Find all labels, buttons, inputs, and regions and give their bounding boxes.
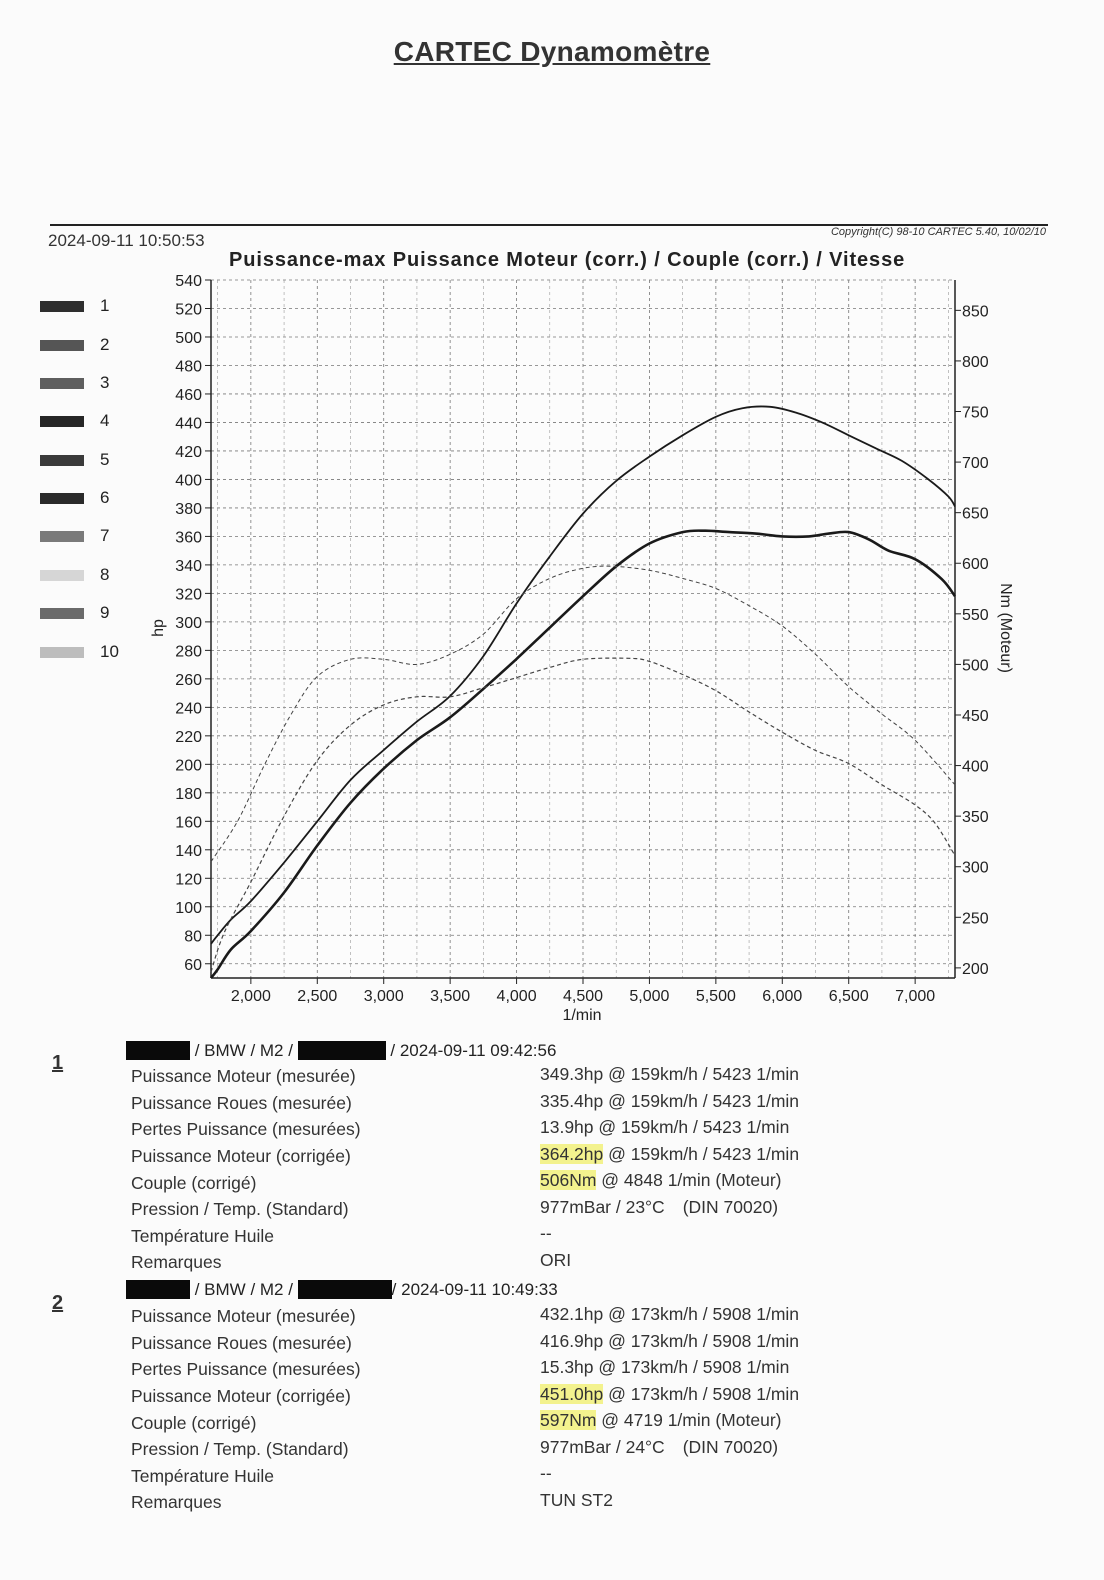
y-tick-label-left: 520: [175, 301, 202, 319]
y-tick-label-left: 60: [184, 956, 202, 974]
legend-label: 6: [100, 488, 110, 507]
redacted-block: [298, 1041, 386, 1060]
x-axis-label: 1/min: [562, 1007, 602, 1024]
x-tick-label: 4,000: [496, 988, 537, 1005]
row-value: [540, 1410, 781, 1431]
value-detail: @ 173km/h / 5908 1/min: [603, 1384, 800, 1404]
y-tick-label-left: 120: [175, 871, 202, 889]
y-tick-label-left: 180: [175, 785, 202, 803]
redacted-block: [126, 1041, 190, 1060]
y-tick-label-left: 260: [175, 671, 202, 689]
row-label: Puissance Moteur (corrigée): [131, 1386, 351, 1406]
row-label: Couple (corrigé): [131, 1173, 257, 1193]
row-label: Puissance Roues (mesurée): [131, 1333, 352, 1353]
row-label: Puissance Moteur (mesurée): [131, 1066, 356, 1086]
row-value: [540, 1144, 799, 1165]
pressure-temp: 977mBar / 23°C: [540, 1197, 665, 1217]
x-tick-label: 3,500: [430, 988, 471, 1005]
copyright-notice: Copyright(C) 98-10 CARTEC 5.40, 10/02/10: [830, 226, 1046, 238]
y-tick-label-left: 420: [175, 443, 202, 461]
redacted-block: [126, 1280, 190, 1299]
document-title: CARTEC Dynamomètre: [393, 36, 711, 67]
y-tick-label-right: 600: [962, 556, 989, 574]
row-label: Température Huile: [131, 1226, 274, 1246]
pressure-temp: 977mBar / 24°C: [540, 1437, 665, 1457]
y-tick-label-left: 100: [175, 899, 202, 917]
row-value: [540, 1437, 778, 1458]
y-axis-label-left: hp: [150, 619, 167, 637]
y-tick-label-right: 300: [962, 859, 989, 877]
run-header: [126, 1280, 558, 1302]
chart-title: Puissance-max Puissance Moteur (corr.) / Couple (corr.) / Vitesse: [229, 249, 906, 271]
highlighted-value: 364.2hp: [540, 1144, 604, 1164]
y-tick-label-left: 440: [175, 415, 202, 433]
row-value: [540, 1197, 778, 1218]
run-header: [126, 1041, 556, 1063]
row-value: TUN ST2: [540, 1490, 613, 1510]
highlighted-value: 506Nm: [540, 1170, 597, 1190]
y-tick-label-left: 80: [184, 928, 202, 946]
y-tick-label-left: 280: [175, 643, 202, 661]
y-tick-label-left: 400: [175, 472, 202, 490]
row-label: Puissance Moteur (corrigée): [131, 1146, 351, 1166]
run-number: 2: [52, 1292, 64, 1314]
run-date: / 2024-09-11 09:42:56: [385, 1041, 557, 1060]
legend-label: 2: [100, 335, 110, 354]
y-tick-label-left: 300: [175, 614, 202, 632]
row-value: --: [540, 1463, 552, 1483]
y-tick-label-left: 320: [175, 586, 202, 604]
x-tick-label: 6,500: [828, 988, 869, 1005]
row-label: Pertes Puissance (mesurées): [131, 1119, 361, 1139]
legend-label: 1: [100, 296, 110, 315]
row-value: --: [540, 1223, 552, 1243]
y-tick-label-left: 160: [175, 814, 202, 832]
y-tick-label-right: 500: [962, 657, 989, 675]
y-tick-label-left: 540: [175, 273, 202, 290]
x-tick-label: 2,000: [230, 988, 271, 1005]
row-value: [540, 1384, 799, 1405]
y-tick-label-left: 380: [175, 500, 202, 518]
row-value: 349.3hp @ 159km/h / 5423 1/min: [540, 1064, 800, 1084]
row-label: Pression / Temp. (Standard): [131, 1199, 349, 1219]
highlighted-value: 451.0hp: [540, 1384, 604, 1404]
x-tick-label: 5,000: [629, 988, 670, 1005]
y-tick-label-right: 400: [962, 758, 989, 776]
standard-label: (DIN 70020): [682, 1437, 779, 1457]
y-tick-label-right: 750: [962, 404, 989, 422]
y-tick-label-right: 800: [962, 353, 989, 371]
y-tick-label-right: 450: [962, 707, 989, 725]
value-detail: @ 4848 1/min (Moteur): [596, 1170, 782, 1190]
row-value: 15.3hp @ 173km/h / 5908 1/min: [540, 1357, 790, 1377]
x-tick-label: 2,500: [297, 988, 338, 1005]
y-tick-label-right: 550: [962, 606, 989, 624]
row-value: [540, 1170, 781, 1191]
legend-label: 10: [100, 642, 119, 661]
printout-timestamp: 2024-09-11 10:50:53: [48, 231, 205, 250]
row-label: Remarques: [131, 1492, 222, 1512]
y-tick-label-left: 500: [175, 329, 202, 347]
row-label: Remarques: [131, 1252, 222, 1272]
y-tick-label-left: 200: [175, 757, 202, 775]
row-label: Couple (corrigé): [131, 1413, 257, 1433]
row-value: 335.4hp @ 159km/h / 5423 1/min: [540, 1091, 800, 1111]
legend-label: 8: [100, 565, 110, 584]
run-number: 1: [52, 1052, 64, 1074]
highlighted-value: 597Nm: [540, 1410, 597, 1430]
y-tick-label-right: 250: [962, 910, 989, 928]
row-label: Pression / Temp. (Standard): [131, 1439, 349, 1459]
row-value: ORI: [540, 1250, 572, 1270]
y-tick-label-right: 200: [962, 960, 989, 978]
run-vehicle: / BMW / M2 /: [190, 1041, 298, 1060]
y-tick-label-right: 350: [962, 809, 989, 827]
y-axis-label-right: Nm (Moteur): [997, 583, 1014, 673]
row-value: 432.1hp @ 173km/h / 5908 1/min: [540, 1304, 800, 1324]
y-tick-label-left: 220: [175, 728, 202, 746]
row-value: 416.9hp @ 173km/h / 5908 1/min: [540, 1331, 800, 1351]
row-label: Température Huile: [131, 1466, 274, 1486]
y-tick-label-left: 240: [175, 700, 202, 718]
y-tick-label-left: 480: [175, 358, 202, 376]
x-tick-label: 4,500: [562, 988, 604, 1005]
legend-label: 3: [100, 373, 110, 392]
row-value: 13.9hp @ 159km/h / 5423 1/min: [540, 1117, 790, 1137]
y-tick-label-right: 650: [962, 505, 989, 523]
y-tick-label-left: 140: [175, 842, 202, 860]
legend-label: 5: [100, 450, 110, 469]
x-tick-label: 7,000: [895, 988, 936, 1005]
y-tick-label-left: 460: [175, 386, 202, 404]
y-tick-label-right: 700: [962, 455, 989, 473]
legend-label: 7: [100, 526, 110, 545]
standard-label: (DIN 70020): [682, 1197, 779, 1217]
run-date: / 2024-09-11 10:49:33: [391, 1280, 558, 1299]
x-tick-label: 5,500: [695, 988, 736, 1005]
redacted-block: [298, 1280, 392, 1299]
run-vehicle: / BMW / M2 /: [190, 1280, 298, 1299]
y-tick-label-right: 850: [962, 303, 989, 321]
x-tick-label: 3,000: [363, 988, 404, 1005]
legend-label: 9: [100, 603, 110, 622]
x-tick-label: 6,000: [762, 988, 803, 1005]
y-tick-label-left: 340: [175, 557, 202, 575]
row-label: Puissance Roues (mesurée): [131, 1093, 352, 1113]
value-detail: @ 159km/h / 5423 1/min: [603, 1144, 800, 1164]
y-tick-label-left: 360: [175, 529, 202, 547]
value-detail: @ 4719 1/min (Moteur): [596, 1410, 782, 1430]
row-label: Puissance Moteur (mesurée): [131, 1306, 356, 1326]
row-label: Pertes Puissance (mesurées): [131, 1359, 361, 1379]
legend-label: 4: [100, 411, 110, 430]
